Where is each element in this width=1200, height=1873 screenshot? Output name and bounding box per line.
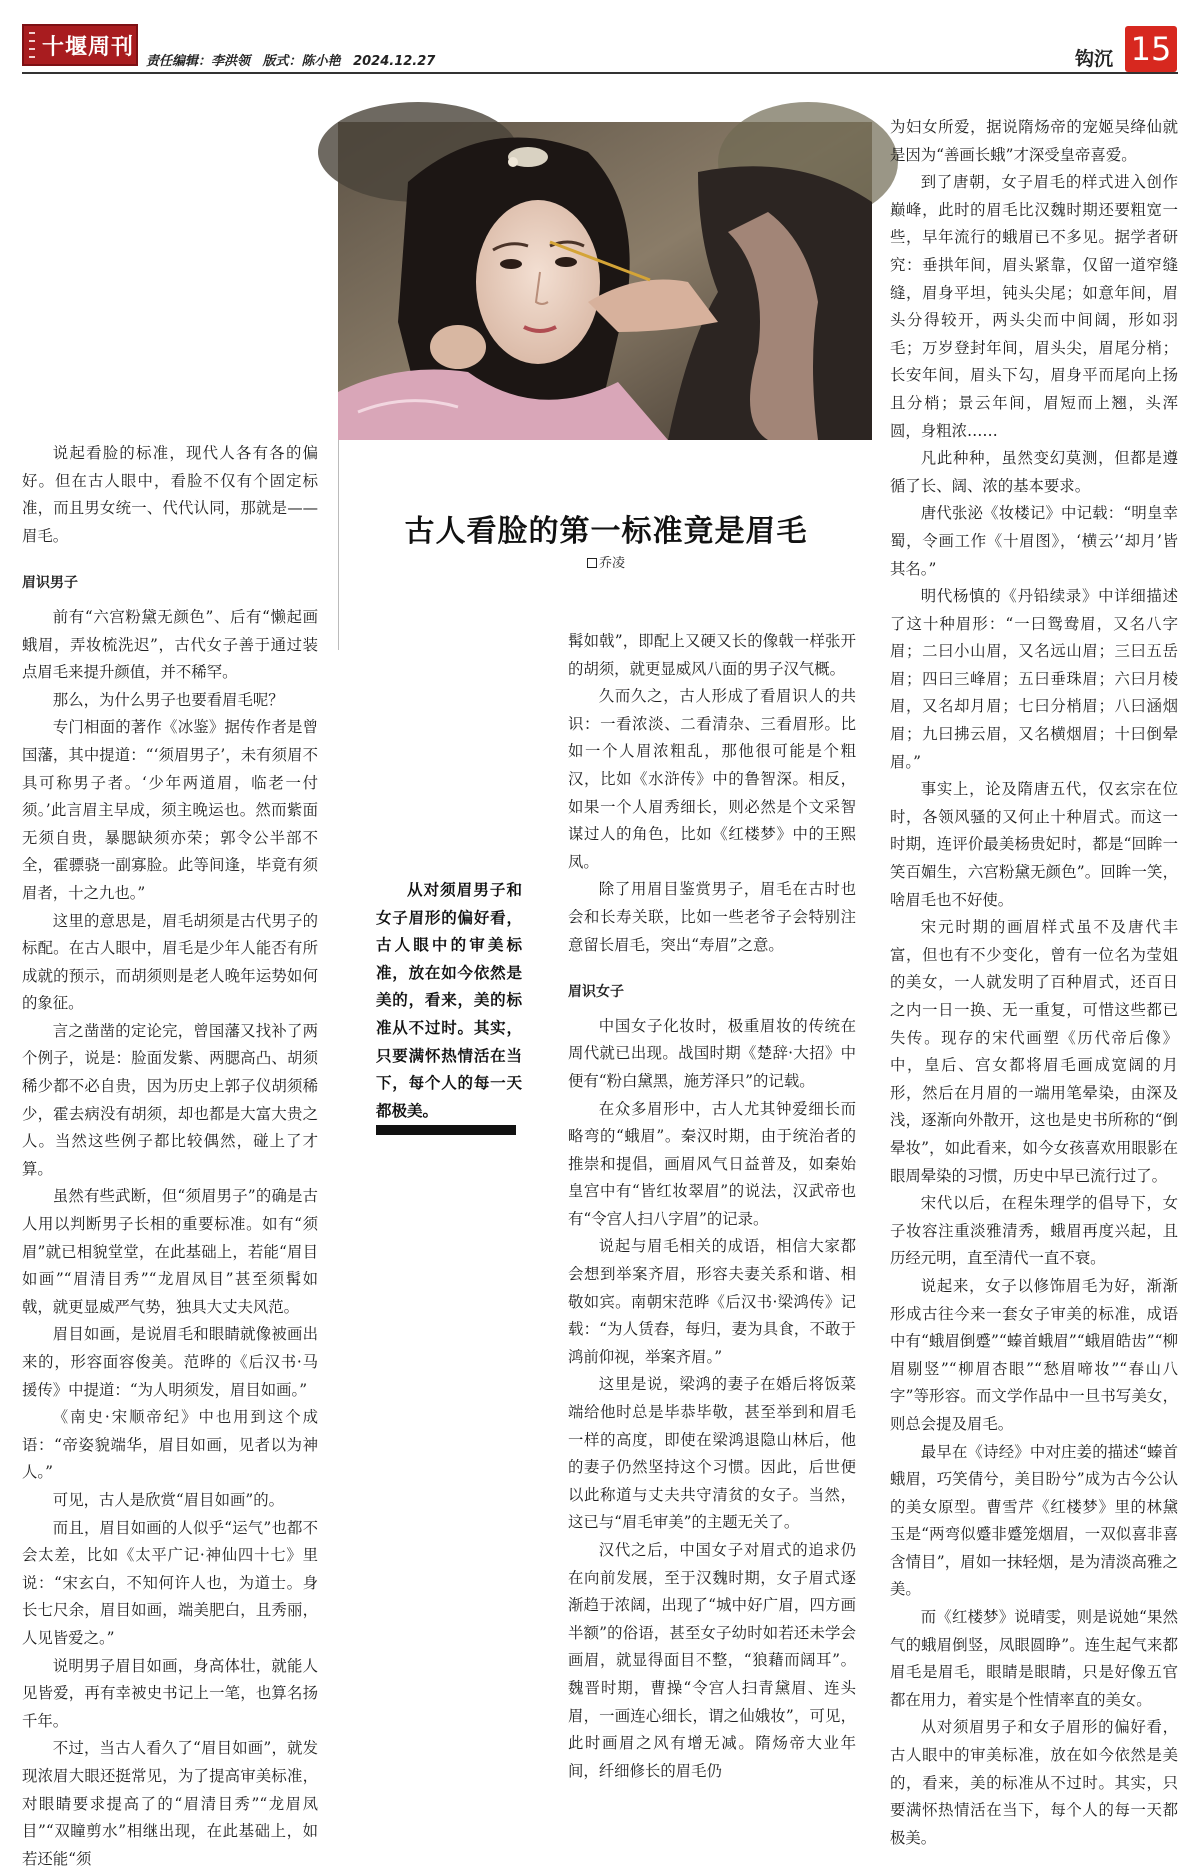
paragraph: 不过，当古人看久了“眉目如画”，就发现浓眉大眼还挺常见，为了提高审美标准，对眼睛要求提高了的“眉清目秀”“龙眉凤目”“双瞳剪水”相继出现，在此基础上，如若还能“须: [22, 1739, 318, 1868]
paragraph: 说起与眉毛相关的成语，相信大家都会想到举案齐眉，形容夫妻关系和谐、相敬如宾。南朝宋范晔《后汉书·梁鸿传》记载：“为人赁舂，每归，妻为具食，不敢于鸿前仰视，举案齐眉。”: [568, 1237, 856, 1366]
paragraph: 眉目如画，是说眉毛和眼睛就像被画出来的，形容面容俊美。范晔的《后汉书·马援传》中提道：“为人明须发，眉目如画。”: [22, 1325, 318, 1399]
layout-credit: 版式：陈小艳: [262, 54, 341, 69]
paragraph: 从对须眉男子和女子眉形的偏好看，古人眼中的审美标准，放在如今依然是美的，看来，美的标准从不过时。其实，只要满怀热情活在当下，每个人的每一天都极美。: [890, 1718, 1178, 1847]
paragraph: 前有“六宫粉黛无颜色”、后有“懒起画蛾眉，弄妆梳洗迟”，古代女子善于通过装点眉毛来提升颜值，并不稀罕。: [22, 607, 318, 682]
byline-box-icon: [587, 558, 597, 568]
paragraph: 宋代以后，在程朱理学的倡导下，女子妆容注重淡雅清秀，蛾眉再度兴起，且历经元明，直至清代一直不衰。: [890, 1194, 1178, 1268]
subheading-women: 眉识女子: [568, 984, 624, 1001]
photo-illustration: [338, 122, 872, 440]
paragraph: 事实上，论及隋唐五代，仅玄宗在位时，各领风骚的又何止十种眉式。而这一时期，连评价最美杨贵妃时，都是“回眸一笑百媚生，六宫粉黛无颜色”。回眸一笑，啥眉毛也不好使。: [890, 780, 1178, 909]
header-meta: [146, 50, 443, 69]
paragraph: 这里是说，梁鸿的妻子在婚后将饭菜端给他时总是毕恭毕敬，甚至举到和眉毛一样的高度，即使在梁鸿退隐山林后，他的妻子仍然坚持这个习惯。因此，后世便以此称道与丈夫共守清贫的女子。当然，这已与“眉毛审美”的主题无关了。: [568, 1375, 856, 1532]
paragraph: 这里的意思是，眉毛胡须是古代男子的标配。在古人眼中，眉毛是少年人能否有所成就的预示，而胡须则是老人晚年运势如何的象征。: [22, 911, 318, 1013]
paragraph: 而《红楼梦》说晴雯，则是说她“果然气的蛾眉倒竖，凤眼圆睁”。连生起气来都眉毛是眉毛，眼睛是眼睛，只是好像五官都在用力，着实是个性情率直的美女。: [890, 1608, 1178, 1709]
page-number: 15: [1125, 26, 1177, 72]
column-1: [22, 440, 318, 1868]
pull-quote-bar: [376, 1125, 516, 1135]
paragraph: 久而久之，古人形成了看眉识人的共识：一看浓淡、二看清杂、三看眉形。比如一个人眉浓粗乱，那他很可能是个粗汉，比如《水浒传》中的鲁智深。相反，如果一个人眉秀细长，则必然是个文采智谋过人的角色，比如《红楼梦》中的王熙凤。: [568, 687, 856, 871]
paragraph: 专门相面的著作《冰鉴》据传作者是曾国藩，其中提道：“‘须眉男子’，未有须眉不具可称男子者。‘少年两道眉，临老一付须。’此言眉主早成，须主晚运也。然而紫面无须自贵，暴腮缺须亦荣；郭令公半部不全，霍骠骁一副寡脸。此等间逢，毕竟有须眉者，十之九也。”: [22, 718, 318, 902]
article-title: 古人看脸的第一标准竟是眉毛: [404, 514, 808, 549]
paragraph: 除了用眉目鉴赏男子，眉毛在古时也会和长寿关联，比如一些老爷子会特别注意留长眉毛，突出“寿眉”之意。: [568, 880, 856, 954]
column-4: [890, 114, 1178, 1847]
byline: [339, 552, 873, 571]
masthead-ornament: [29, 29, 39, 61]
paper-name: 十堰周刊: [42, 34, 135, 60]
section-name: 钩沉: [1075, 48, 1114, 70]
paragraph: 髯如戟”，即配上又硬又长的像戟一样张开的胡须，就更显威风八面的男子汉气概。: [568, 632, 856, 678]
paragraph: 最早在《诗经》中对庄姜的描述“螓首蛾眉，巧笑倩兮，美目盼兮”成为古今公认的美女原型。曹雪芹《红楼梦》里的林黛玉是“两弯似蹙非蹙笼烟眉，一双似喜非喜含情目”，眉如一抹轻烟，是为清淡高雅之美。: [890, 1442, 1178, 1599]
pull-quote-text: 从对须眉男子和女子眉形的偏好看，古人眼中的审美标准，放在如今依然是美的，看来，美的标准从不过时。其实，只要满怀热情活在当下，每个人的每一天都极美。: [376, 880, 522, 1120]
paragraph: 在众多眉形中，古人尤其钟爱细长而略弯的“蛾眉”。秦汉时期，由于统治者的推崇和提倡，画眉风气日益普及，如秦始皇宫中有“皆红妆翠眉”的说法，汉武帝也有“令宫人扫八字眉”的记录。: [568, 1099, 856, 1228]
paragraph: 为妇女所爱，据说隋炀帝的宠姬吴绛仙就是因为“善画长蛾”才深受皇帝喜爱。: [890, 118, 1178, 164]
paragraph: 汉代之后，中国女子对眉式的追求仍在向前发展，至于汉魏时期，女子眉式逐渐趋于浓阔，出现了“城中好广眉，四方画半额”的俗语，甚至女子幼时如若还未学会画眉，就显得面目不整，“狼藉而阔耳”。魏晋时期，曹操“令宫人扫青黛眉、连头眉，一画连心细长，谓之仙娥妆”，可见，此时画眉之风有增无减。隋炀帝大业年间，纤细修长的眉毛仍: [568, 1541, 856, 1780]
paragraph: 说起来，女子以修饰眉毛为好，渐渐形成古往今来一套女子审美的标准，成语中有“蛾眉倒蹙”“螓首蛾眉”“蛾眉皓齿”“柳眉剔竖”“柳眉杏眼”“愁眉啼妆”“春山八字”等形容。而文学作品中一旦书写美女，则总会提及眉毛。: [890, 1276, 1178, 1433]
header-rule: [22, 72, 1178, 74]
pull-quote: [376, 876, 522, 1124]
paragraph: 那么，为什么男子也要看眉毛呢？: [52, 690, 284, 709]
paragraph: 凡此种种，虽然变幻莫测，但都是遵循了长、阔、浓的基本要求。: [890, 449, 1178, 495]
paragraph: 中国女子化妆时，极重眉妆的传统在周代就已出现。战国时期《楚辞·大招》中便有“粉白黛黑，施芳泽只”的记载。: [568, 1016, 856, 1090]
subheading-men: 眉识男子: [22, 575, 78, 592]
paragraph: 虽然有些武断，但“须眉男子”的确是古人用以判断男子长相的重要标准。如有“须眉”就已相貌堂堂，在此基础上，若能“眉目如画”“眉清目秀”“龙眉凤目”甚至须髯如戟，就更显威严气势，独具大丈夫风范。: [22, 1187, 318, 1316]
author-name: 乔凌: [598, 556, 625, 571]
paragraph: 说明男子眉目如画，身高体壮，就能人见皆爱，再有幸被史书记上一笔，也算名扬千年。: [22, 1656, 318, 1730]
paragraph: 明代杨慎的《丹铅续录》中详细描述了这十种眉形：“一曰鸳鸯眉，又名八字眉；二曰小山眉，又名远山眉；三曰五岳眉；四曰三峰眉；五曰垂珠眉；六曰月棱眉，又名却月眉；七曰分梢眉；八曰涵烟眉；九曰拂云眉，又名横烟眉；十曰倒晕眉。”: [890, 587, 1178, 771]
issue-date: 2024.12.27: [353, 54, 436, 69]
paragraph: 《南史·宋顺帝纪》中也用到这个成语：“帝姿貌端华，眉目如画，见者以为神人。”: [22, 1408, 318, 1482]
paper-masthead: [22, 24, 138, 66]
paragraph: 唐代张泌《妆楼记》中记载：“明皇幸蜀，令画工作《十眉图》，‘横云’‘却月’皆其名。”: [890, 504, 1178, 578]
intro-paragraph: 说起看脸的标准，现代人各有各的偏好。但在古人眼中，看脸不仅有个固定标准，而且男女统一、代代认同，那就是——眉毛。: [22, 444, 318, 545]
article-photo: [338, 122, 872, 440]
editor-credit: 责任编辑：李洪领: [146, 54, 251, 69]
headline-block: [338, 440, 872, 650]
paragraph: 而且，眉目如画的人似乎“运气”也都不会太差，比如《太平广记·神仙四十七》里说：“宋玄白，不知何许人也，为道士。身长七尺余，眉目如画，端美肥白，且秀丽，人见皆爱之。”: [22, 1518, 318, 1647]
paragraph: 宋元时期的画眉样式虽不及唐代丰富，但也有不少变化，曾有一位名为莹姐的美女，一人就发明了百种眉式，还百日之内一日一换、无一重复，可惜这些都已失传。现存的宋代画塑《历代帝后像》中，皇后、宫女都将眉毛画成宽阔的月形，然后在月眉的一端用笔晕染，由深及浅，逐渐向外散开，这也是史书所称的“倒晕妆”，如此看来，如今女孩喜欢用眼影在眼周晕染的习惯，历史中早已流行过了。: [890, 918, 1178, 1185]
paragraph: 言之凿凿的定论完，曾国藩又找补了两个例子，说是：脸面发紫、两腮高凸、胡须稀少都不必自贵，因为历史上郭子仪胡须稀少，霍去病没有胡须，却也都是大富大贵之人。当然这些例子都比较偶然，碰上了才算。: [22, 1021, 318, 1178]
paragraph: 到了唐朝，女子眉毛的样式进入创作巅峰，此时的眉毛比汉魏时期还要粗宽一些，早年流行的蛾眉已不多见。据学者研究：垂拱年间，眉头紧靠，仅留一道窄缝缝，眉身平坦，钝头尖尾；如意年间，眉头分得较开，两头尖而中间阔，形如羽毛；万岁登封年间，眉头尖，眉尾分梢；长安年间，眉头下勾，眉身平而尾向上扬且分梢；景云年间，眉短而上翘，头浑圆，身粗浓……: [890, 173, 1178, 440]
paragraph: 可见，古人是欣赏“眉目如画”的。: [52, 1490, 285, 1509]
column-3: [568, 628, 856, 1780]
